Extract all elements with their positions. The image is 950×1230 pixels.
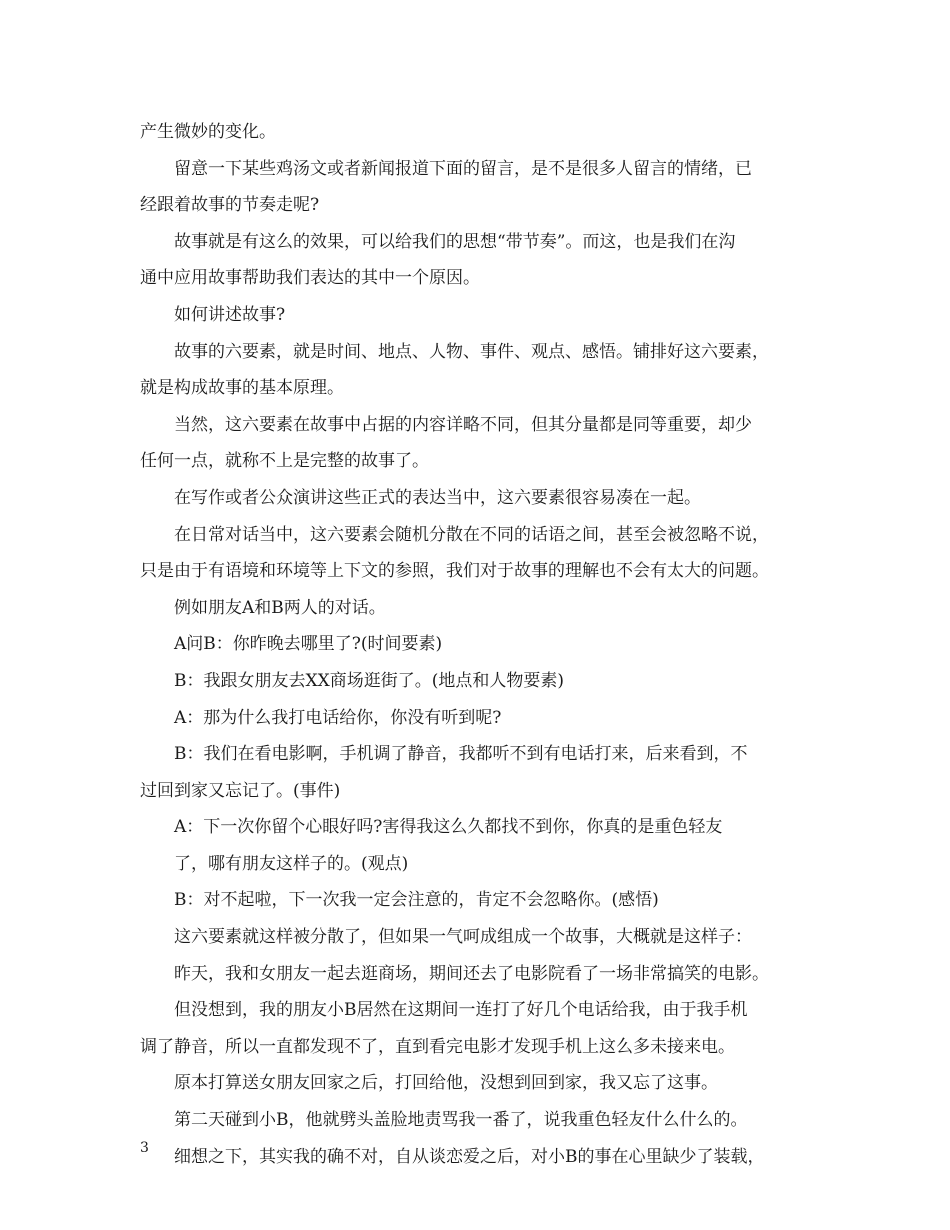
text-line: A问B：你昨晚去哪里了?(时间要素) bbox=[174, 634, 443, 655]
page-number: 3 bbox=[140, 1140, 149, 1156]
text-line: 通中应用故事帮助我们表达的其中一个原因。 bbox=[140, 268, 480, 289]
text-line: 但没想到，我的朋友小B居然在这期间一连打了好几个电话给我，由于我手机 bbox=[174, 1000, 748, 1021]
text-line: 在日常对话当中，这六要素会随机分散在不同的话语之间，甚至会被忽略不说， bbox=[174, 524, 769, 545]
document-body bbox=[140, 114, 816, 1175]
text-line: 经跟着故事的节奏走呢? bbox=[140, 195, 320, 216]
text-line: 过回到家又忘记了。(事件) bbox=[140, 780, 341, 801]
text-line: 任何一点，就称不上是完整的故事了。 bbox=[140, 451, 429, 472]
text-line: B：对不起啦，下一次我一定会注意的，肯定不会忽略你。(感悟) bbox=[174, 890, 659, 911]
text-line: 当然，这六要素在故事中占据的内容详略不同，但其分量都是同等重要，却少 bbox=[174, 414, 752, 435]
text-line: 如何讲述故事? bbox=[174, 304, 286, 325]
text-line: 就是构成故事的基本原理。 bbox=[140, 378, 344, 399]
text-line: 在写作或者公众演讲这些正式的表达当中，这六要素很容易凑在一起。 bbox=[174, 487, 701, 508]
text-line: 了，哪有朋友这样子的。(观点) bbox=[174, 853, 409, 874]
text-line: 产生微妙的变化。 bbox=[140, 122, 276, 142]
text-line: B：我跟女朋友去XX商场逛街了。(地点和人物要素) bbox=[174, 670, 564, 691]
text-line: 故事的六要素，就是时间、地点、人物、事件、观点、感悟。铺排好这六要素， bbox=[174, 341, 769, 362]
text-line: 调了静音，所以一直都发现不了，直到看完电影才发现手机上这么多未接来电。 bbox=[140, 1036, 735, 1057]
text-line: 例如朋友A和B两人的对话。 bbox=[174, 597, 386, 618]
text-line: 故事就是有这么的效果，可以给我们的思想“带节奏”。而这，也是我们在沟 bbox=[174, 231, 736, 252]
text-line: 第二天碰到小B，他就劈头盖脸地责骂我一番了，说我重色轻友什么什么的。 bbox=[174, 1110, 748, 1131]
text-line: 昨天，我和女朋友一起去逛商场，期间还去了电影院看了一场非常搞笑的电影。 bbox=[174, 963, 769, 984]
text-line: 这六要素就这样被分散了，但如果一气呵成组成一个故事，大概就是这样子： bbox=[174, 927, 752, 948]
text-line: A：那为什么我打电话给你，你没有听到呢? bbox=[174, 707, 502, 728]
text-line: 细想之下，其实我的确不对，自从谈恋爱之后，对小B的事在心里缺少了装载， bbox=[174, 1146, 765, 1167]
text-line: 原本打算送女朋友回家之后，打回给他，没想到回到家，我又忘了这事。 bbox=[174, 1073, 718, 1094]
text-line: 留意一下某些鸡汤文或者新闻报道下面的留言，是不是很多人留言的情绪，已 bbox=[174, 158, 752, 179]
text-line: A：下一次你留个心眼好吗?害得我这么久都找不到你，你真的是重色轻友 bbox=[174, 817, 723, 838]
text-line: B：我们在看电影啊，手机调了静音，我都听不到有电话打来，后来看到，不 bbox=[174, 744, 748, 765]
text-line: 只是由于有语境和环境等上下文的参照，我们对于故事的理解也不会有太大的问题。 bbox=[140, 561, 769, 582]
